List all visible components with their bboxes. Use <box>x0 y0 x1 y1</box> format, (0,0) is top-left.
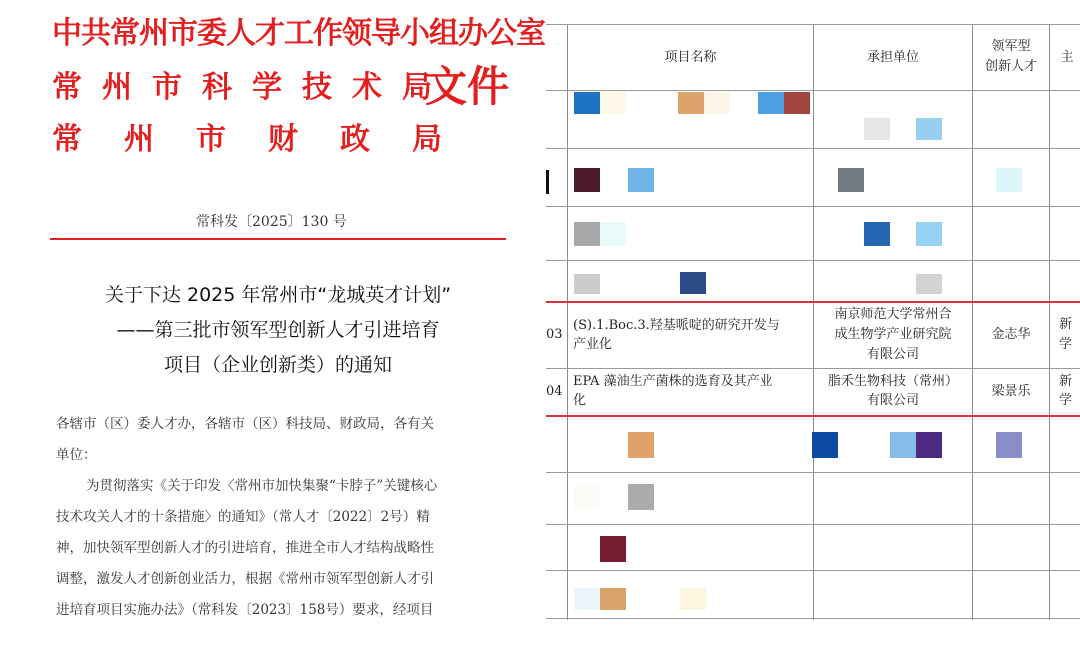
mosaic-patch <box>864 222 890 246</box>
unit-line-1: 南京师范大学常州合 <box>834 307 952 322</box>
highlight-rule-top <box>546 301 1080 303</box>
partial-cell: 新 <box>1059 317 1073 332</box>
highlight-rule-bottom <box>546 415 1080 417</box>
mosaic-patch <box>574 274 600 294</box>
body-line: 神，加快领军型创新人才的引进培育，推进全市人才结构战略性 <box>56 540 434 556</box>
project-name-line-2: 化 <box>573 393 587 408</box>
unit-line-1: 脂禾生物科技（常州） <box>827 374 958 389</box>
header-project-name: 项目名称 <box>664 50 717 65</box>
table-row-divider <box>546 24 1080 25</box>
mosaic-patch <box>680 272 706 294</box>
mosaic-patch <box>546 170 549 194</box>
row-number: 03 <box>546 327 563 342</box>
table-row-divider <box>546 206 1080 207</box>
mosaic-patch <box>574 222 600 246</box>
body-line: 各辖市（区）委人才办，各辖市（区）科技局、财政局，各有关 <box>56 416 434 432</box>
mosaic-patch <box>628 168 654 192</box>
mosaic-patch <box>996 168 1022 192</box>
body-line: 进培育项目实施办法》（常科发〔2023〕158号）要求，经项目 <box>56 602 434 618</box>
row-number: 04 <box>546 384 563 399</box>
mosaic-patch <box>838 168 864 192</box>
issuer-line-finance-bureau: 常州市财政局 <box>52 122 484 157</box>
mosaic-patch <box>916 222 942 246</box>
notice-title-line-1: 关于下达 2025 年常州市“龙城英才计划” <box>104 284 452 306</box>
issuer-line-science-bureau: 常州市科学技术局 <box>52 70 452 105</box>
mosaic-patch <box>600 222 626 246</box>
unit-line-3: 有限公司 <box>866 347 919 362</box>
body-line: 调整，激发人才创新创业活力，根据《常州市领军型创新人才引 <box>56 571 434 587</box>
table-row-divider <box>546 148 1080 149</box>
partial-cell: 学 <box>1059 337 1073 352</box>
mosaic-patch <box>678 92 704 114</box>
mosaic-patch <box>916 118 942 140</box>
mosaic-patch <box>600 92 626 114</box>
notice-title-line-2: ——第三批市领军型创新人才引进培育 <box>116 319 440 341</box>
header-partial: 主 <box>1060 50 1074 65</box>
notice-title-line-3: 项目（企业创新类）的通知 <box>163 354 392 376</box>
mosaic-patch <box>916 432 942 458</box>
partial-cell: 学 <box>1059 393 1073 408</box>
mosaic-patch <box>784 92 810 114</box>
mosaic-patch <box>574 168 600 192</box>
mosaic-patch <box>758 92 784 114</box>
table-row-divider <box>546 618 1080 619</box>
table-row-divider <box>546 90 1080 91</box>
project-name-line-1: (S).1.Boc.3.羟基哌啶的研究开发与 <box>573 318 780 333</box>
table-column-divider <box>567 24 568 620</box>
mosaic-patch <box>574 92 600 114</box>
table-row-divider <box>546 570 1080 571</box>
mosaic-patch <box>890 432 916 458</box>
header-talent-line-2: 创新人才 <box>984 59 1037 74</box>
header-talent-line-1: 领军型 <box>991 39 1031 54</box>
table-column-divider <box>972 24 973 620</box>
project-name-line-2: 产业化 <box>573 337 613 352</box>
mosaic-patch <box>600 588 626 610</box>
body-line: 为贯彻落实《关于印发〈常州市加快集聚“卡脖子”关键核心 <box>86 478 438 494</box>
project-table <box>546 24 1080 620</box>
header-undertaking-unit: 承担单位 <box>866 50 919 65</box>
unit-line-2: 有限公司 <box>866 393 919 408</box>
document-number: 常科发〔2025〕130 号 <box>196 214 347 230</box>
talent-name: 梁景乐 <box>991 384 1031 399</box>
mosaic-patch <box>704 92 730 114</box>
mosaic-patch <box>600 536 626 562</box>
mosaic-patch <box>574 588 600 610</box>
mosaic-patch <box>916 274 942 294</box>
issuer-line-party-office: 中共常州市委人才工作领导小组办公室 <box>52 16 545 51</box>
table-column-divider <box>1049 24 1050 620</box>
table-row-divider <box>546 472 1080 473</box>
table-row-divider <box>546 524 1080 525</box>
talent-name: 金志华 <box>991 327 1031 342</box>
mosaic-patch <box>864 118 890 140</box>
mosaic-patch <box>680 588 706 610</box>
mosaic-patch <box>812 432 838 458</box>
table-row-divider <box>546 368 1080 369</box>
table-row-divider <box>546 260 1080 261</box>
body-line: 单位： <box>56 447 97 463</box>
mosaic-patch <box>996 432 1022 458</box>
body-line: 技术攻关人才的十条措施〉的通知》（常人才〔2022〕2号）精 <box>56 509 430 525</box>
red-divider <box>50 238 506 240</box>
mosaic-patch <box>628 432 654 458</box>
mosaic-patch <box>574 484 600 510</box>
project-name-line-1: EPA 藻油生产菌株的选育及其产业 <box>573 374 773 389</box>
document-type-label: 文件 <box>425 62 510 111</box>
mosaic-patch <box>628 484 654 510</box>
unit-line-2: 成生物学产业研究院 <box>834 327 952 342</box>
partial-cell: 新 <box>1059 374 1073 389</box>
